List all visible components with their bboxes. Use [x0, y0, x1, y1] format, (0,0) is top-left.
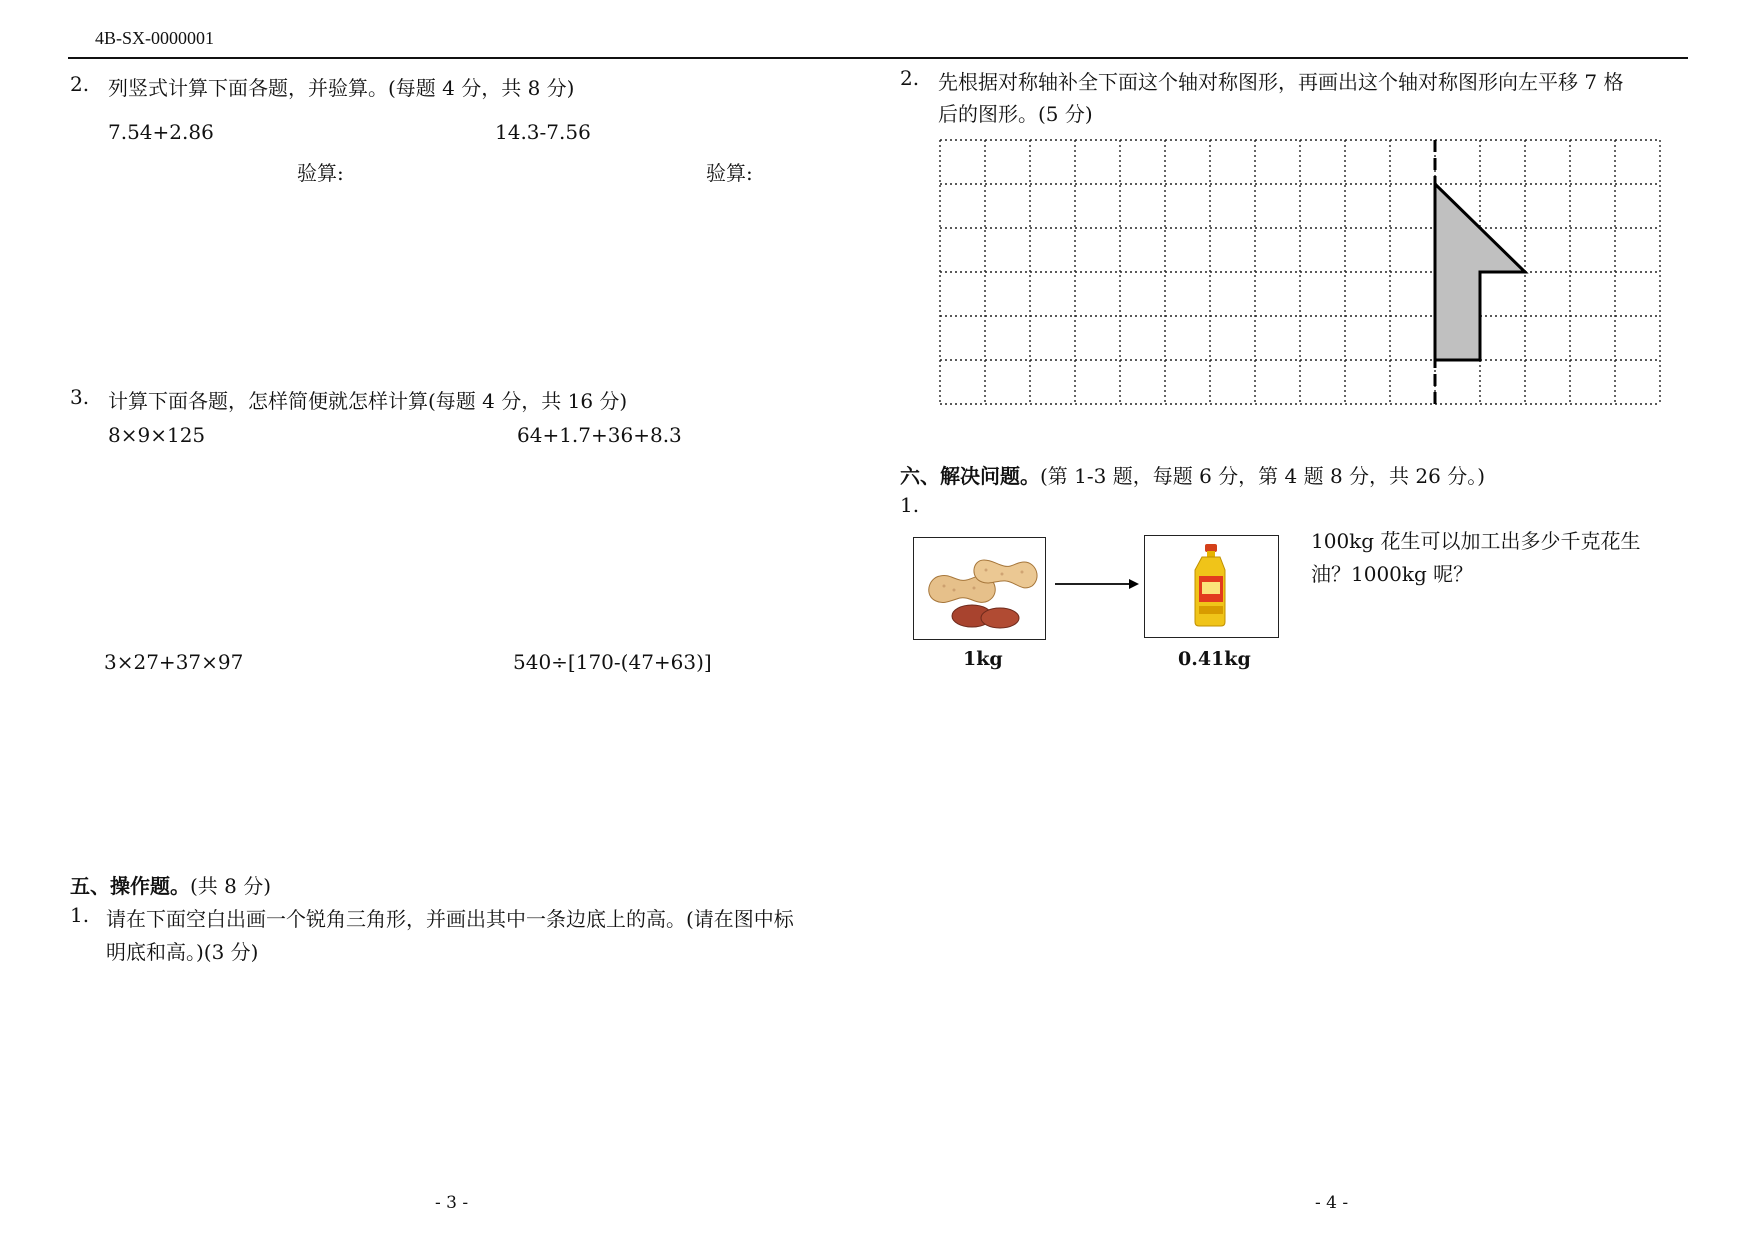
expression: 8×9×125 — [108, 423, 206, 447]
question-number: 1. — [900, 493, 920, 517]
section-heading — [70, 870, 271, 899]
question-text: 列竖式计算下面各题，并验算。(每题 4 分，共 8 分) — [108, 76, 575, 100]
arrow-icon — [1055, 576, 1141, 592]
section-title: 五、操作题。 — [70, 874, 190, 898]
section-score: (共 8 分) — [190, 874, 272, 898]
expression: 540÷[170-(47+63)] — [513, 650, 712, 674]
expression: 7.54+2.86 — [108, 120, 214, 144]
question-number: 2. — [900, 66, 920, 90]
question-number: 2. — [70, 72, 90, 96]
weight-label: 1kg — [963, 648, 1003, 670]
question-text: 油？1000kg 呢？ — [1311, 562, 1474, 586]
question-text: 后的图形。(5 分) — [938, 102, 1093, 126]
document-code: 4B-SX-0000001 — [95, 28, 215, 48]
peanut-icon — [914, 538, 1045, 639]
section-score: (第 1-3 题，每题 6 分，第 4 题 8 分，共 26 分。) — [1040, 464, 1486, 488]
check-label: 验算: — [706, 161, 753, 185]
page-number: - 4 - — [1315, 1193, 1349, 1213]
question-number: 1. — [70, 903, 90, 927]
question-text: 计算下面各题，怎样简便就怎样计算(每题 4 分，共 16 分) — [108, 389, 628, 413]
oil-bottle-icon — [1145, 536, 1278, 637]
expression: 64+1.7+36+8.3 — [517, 423, 682, 447]
symmetry-grid — [938, 138, 1664, 410]
question-text: 100kg 花生可以加工出多少千克花生 — [1311, 529, 1641, 553]
question-text: 明底和高。)(3 分) — [106, 940, 259, 964]
section-title: 六、解决问题。 — [900, 464, 1040, 488]
section-heading — [900, 460, 1485, 489]
expression: 14.3-7.56 — [495, 120, 591, 144]
grid-lines — [940, 140, 1660, 404]
check-label: 验算: — [297, 161, 344, 185]
peanut-picture — [913, 537, 1046, 640]
oil-picture — [1144, 535, 1279, 638]
question-number: 3. — [70, 385, 90, 409]
page-number: - 3 - — [435, 1193, 469, 1213]
header-rule — [68, 57, 1688, 59]
question-text: 先根据对称轴补全下面这个轴对称图形，再画出这个轴对称图形向左平移 7 格 — [938, 70, 1624, 94]
expression: 3×27+37×97 — [104, 650, 244, 674]
weight-label: 0.41kg — [1178, 648, 1251, 670]
question-text: 请在下面空白出画一个锐角三角形，并画出其中一条边底上的高。(请在图中标 — [106, 907, 794, 931]
